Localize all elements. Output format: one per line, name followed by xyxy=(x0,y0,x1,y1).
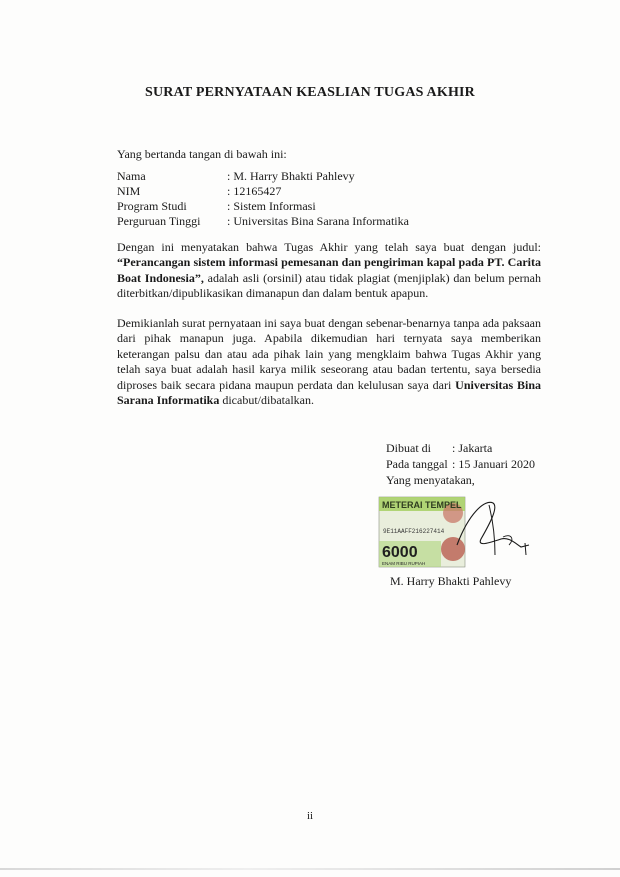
identity-table xyxy=(117,169,409,229)
closing-row xyxy=(386,472,535,488)
place-row xyxy=(386,440,535,456)
field-label: Program Studi xyxy=(117,199,187,213)
signature-stroke-tick xyxy=(525,543,526,555)
field-value: : Sistem Informasi xyxy=(227,199,316,213)
intro-text: Yang bertanda tangan di bawah ini: xyxy=(117,147,287,161)
field-label: Perguruan Tinggi xyxy=(117,214,201,228)
university-name: Universitas Bina Sarana Informatika xyxy=(117,377,541,408)
field-row-nama xyxy=(117,169,409,184)
closing-text: Yang menyatakan, xyxy=(386,473,475,487)
date-value: : 15 Januari 2020 xyxy=(452,457,535,471)
statement-tail: adalah asli (orsinil) atau tidak plagiat (menjiplak) dan belum pernah diterbitkan/dipublikasikan dimanapun dan dalam bentuk apapun. xyxy=(117,270,541,301)
field-label: Nama xyxy=(117,169,146,183)
field-row-perguruan-tinggi xyxy=(117,214,409,229)
declaration-lead: Demikianlah surat pernyataan ini saya buat dengan sebenar-benarnya tanpa ada paksaan dari pihak manapun juga. Apabila dikemudian hari ternyata saya memberikan keterangan palsu dan atau ada pihak lain yang mengklaim bahwa Tugas Akhir yang telah saya buat adalah hasil karya milik seseorang atau badan tertentu, saya bersedia diproses baik secara pidana maupun perdata dan kelulusan saya dari xyxy=(117,316,541,392)
field-row-nim xyxy=(117,184,409,199)
stamp-subtext: ENAM RIBU RUPIAH xyxy=(382,561,426,566)
declaration-paragraph xyxy=(117,316,541,408)
field-label: NIM xyxy=(117,184,141,198)
place-value: : Jakarta xyxy=(452,441,493,455)
date-row xyxy=(386,456,535,472)
revenue-stamp-with-signature xyxy=(377,493,535,571)
field-value: : Universitas Bina Sarana Informatika xyxy=(227,214,409,228)
statement-lead: Dengan ini menyatakan bahwa Tugas Akhir yang telah saya buat dengan judul: xyxy=(117,240,541,254)
signer-name: M. Harry Bhakti Pahlevy xyxy=(390,574,512,588)
statement-paragraph xyxy=(117,240,541,302)
stamp-emblem-bottom xyxy=(441,537,465,561)
field-value: : 12165427 xyxy=(227,184,282,198)
stamp-serial: 9E11AAFF216227414 xyxy=(383,528,445,535)
signature-block xyxy=(386,440,535,488)
field-row-program-studi xyxy=(117,199,409,214)
stamp-value: 6000 xyxy=(382,544,418,561)
document-title: SURAT PERNYATAAN KEASLIAN TUGAS AKHIR xyxy=(145,85,475,100)
field-value: : M. Harry Bhakti Pahlevy xyxy=(227,169,355,183)
scan-edge-line xyxy=(0,868,620,870)
page-number: ii xyxy=(306,810,314,822)
date-label: Pada tanggal xyxy=(386,457,448,471)
thesis-title: “Perancangan sistem informasi pemesanan dan pengiriman kapal pada PT. Carita Boat Indonesia”, xyxy=(117,255,541,285)
declaration-tail: dicabut/dibatalkan. xyxy=(219,393,314,408)
place-label: Dibuat di xyxy=(386,441,431,455)
stamp-label: METERAI TEMPEL xyxy=(382,500,462,510)
